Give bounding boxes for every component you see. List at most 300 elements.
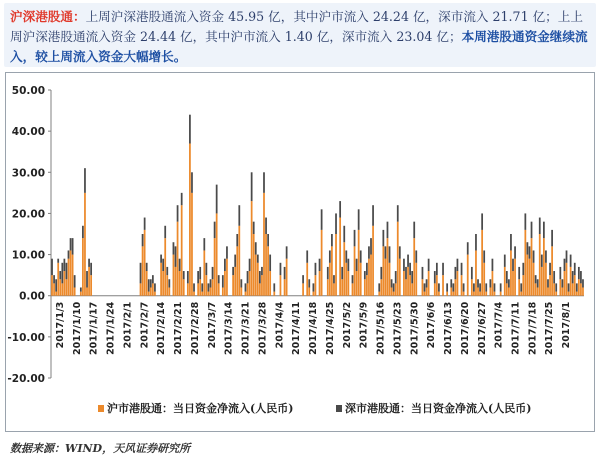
bar-sz xyxy=(84,168,86,193)
bar-sz xyxy=(177,205,179,221)
bar-sh xyxy=(510,250,512,295)
bar-sz xyxy=(61,263,63,284)
bar-sz xyxy=(142,234,144,246)
bar-sz xyxy=(529,246,531,258)
bar-sz xyxy=(382,230,384,246)
bar-sh xyxy=(70,250,72,295)
bar-sh xyxy=(66,279,68,295)
bar-sz xyxy=(269,255,271,271)
bar-sh xyxy=(82,238,84,296)
bar-sh xyxy=(72,255,74,296)
bar-sh xyxy=(273,292,275,296)
bar-sz xyxy=(403,259,405,271)
bar-sz xyxy=(395,271,397,283)
bar-sz xyxy=(162,259,164,271)
bar-sz xyxy=(347,259,349,271)
bar-sh xyxy=(549,275,551,296)
bar-sz xyxy=(140,263,142,284)
legend-swatch-sh xyxy=(98,405,104,412)
bar-sh xyxy=(450,287,452,295)
bar-sh xyxy=(533,263,535,296)
x-tick-label: 2017/6/20 xyxy=(459,301,471,355)
bar-sh xyxy=(234,267,236,296)
bar-sz xyxy=(247,271,249,283)
bar-sh xyxy=(500,292,502,296)
bar-sh xyxy=(545,263,547,296)
bar-sz xyxy=(224,259,226,271)
x-tick-label: 2017/3/7 xyxy=(206,301,218,349)
bar-sz xyxy=(191,172,193,193)
bar-sh xyxy=(446,292,448,296)
bar-sh xyxy=(531,238,533,296)
bar-sh xyxy=(214,238,216,296)
bar-sh xyxy=(74,287,76,295)
bar-sh xyxy=(572,283,574,295)
bar-sz xyxy=(533,250,535,262)
bar-sz xyxy=(308,279,310,287)
bar-sz xyxy=(409,263,411,275)
bar-sh xyxy=(574,275,576,296)
bar-sz xyxy=(166,267,168,275)
bar-sh xyxy=(148,292,150,296)
bar-sz xyxy=(331,234,333,246)
bar-sh xyxy=(489,287,491,295)
chart-frame xyxy=(5,72,595,432)
bar-sz xyxy=(352,275,354,283)
bar-sh xyxy=(391,287,393,295)
bar-sh xyxy=(407,267,409,296)
bar-sz xyxy=(543,222,545,238)
y-tick-label: 40.00 xyxy=(11,126,45,139)
bar-sz xyxy=(479,283,481,291)
bar-sh xyxy=(210,287,212,295)
bar-sz xyxy=(86,271,88,287)
bar-sh xyxy=(261,275,263,296)
bar-sh xyxy=(387,238,389,296)
bar-sz xyxy=(566,250,568,262)
bar-sz xyxy=(372,205,374,226)
bar-sh xyxy=(55,292,57,296)
bar-sz xyxy=(212,267,214,279)
bar-sz xyxy=(562,279,564,287)
bar-sh xyxy=(61,283,63,295)
bar-sh xyxy=(327,279,329,295)
x-tick-label: 2017/4/11 xyxy=(291,301,303,355)
bar-sh xyxy=(197,283,199,295)
bar-sz xyxy=(82,226,84,238)
bar-sh xyxy=(144,230,146,296)
bar-sz xyxy=(510,234,512,250)
bar-sh xyxy=(201,292,203,296)
bar-sz xyxy=(238,205,240,226)
bar-sz xyxy=(475,234,477,250)
bar-sh xyxy=(397,222,399,296)
bar-sh xyxy=(494,292,496,296)
bar-sh xyxy=(522,275,524,296)
bar-sh xyxy=(366,275,368,296)
bar-sh xyxy=(438,292,440,296)
bar-sz xyxy=(234,255,236,267)
bar-sz xyxy=(438,283,440,291)
bar-sz xyxy=(450,279,452,287)
bar-sh xyxy=(481,230,483,296)
summary-text xyxy=(4,3,596,67)
bar-sz xyxy=(90,263,92,275)
bar-sh xyxy=(364,279,366,295)
bar-sh xyxy=(90,275,92,296)
bar-sz xyxy=(74,275,76,287)
bar-sh xyxy=(463,292,465,296)
bar-sz xyxy=(508,279,510,287)
bar-sh xyxy=(395,283,397,295)
bar-sh xyxy=(164,238,166,296)
bar-sz xyxy=(551,230,553,246)
bar-sz xyxy=(428,259,430,271)
bar-sh xyxy=(399,259,401,296)
bar-sh xyxy=(232,275,234,296)
bar-sh xyxy=(140,283,142,295)
bar-sh xyxy=(68,259,70,296)
bar-sz xyxy=(203,238,205,250)
bar-sz xyxy=(150,279,152,287)
bar-sz xyxy=(572,271,574,283)
bar-sz xyxy=(329,250,331,262)
bar-sz xyxy=(389,246,391,262)
bar-sz xyxy=(481,213,483,229)
bar-sz xyxy=(555,283,557,291)
bar-sz xyxy=(524,213,526,229)
bar-sz xyxy=(201,283,203,291)
bar-sh xyxy=(479,292,481,296)
bar-sh xyxy=(142,246,144,295)
x-tick-label: 2017/5/16 xyxy=(375,301,387,355)
bar-sh xyxy=(382,246,384,295)
bar-sz xyxy=(181,193,183,205)
bar-sz xyxy=(66,263,68,279)
bar-sz xyxy=(286,246,288,258)
bar-sh xyxy=(551,246,553,295)
bar-sz xyxy=(72,238,74,254)
bar-sz xyxy=(442,263,444,275)
x-tick-label: 2017/1/17 xyxy=(88,301,100,355)
bar-sz xyxy=(208,283,210,291)
bar-sz xyxy=(564,259,566,271)
bar-sh xyxy=(218,283,220,295)
bar-sh xyxy=(518,279,520,295)
bar-sh xyxy=(562,287,564,295)
bar-sz xyxy=(434,271,436,283)
bar-sh xyxy=(245,292,247,296)
bar-sh xyxy=(529,259,531,296)
bar-sh xyxy=(461,275,463,296)
bar-sz xyxy=(436,263,438,275)
x-tick-label: 2017/2/14 xyxy=(156,301,168,355)
bar-sh xyxy=(189,143,191,295)
bar-sh xyxy=(356,271,358,296)
bar-sz xyxy=(582,279,584,287)
bar-sz xyxy=(249,259,251,271)
bar-sh xyxy=(570,267,572,296)
bar-sh xyxy=(413,238,415,296)
bar-sz xyxy=(549,263,551,275)
bar-sz xyxy=(578,267,580,279)
bar-sh xyxy=(436,275,438,296)
bar-sh xyxy=(265,234,267,296)
bar-sh xyxy=(146,271,148,296)
bar-sh xyxy=(393,292,395,296)
bar-sz xyxy=(541,255,543,267)
x-tick-label: 2017/6/27 xyxy=(476,301,488,355)
bar-sh xyxy=(80,292,82,296)
bar-sh xyxy=(84,193,86,296)
bar-sh xyxy=(385,259,387,296)
bar-sh xyxy=(405,279,407,295)
bar-sz xyxy=(354,230,356,246)
bar-sh xyxy=(411,283,413,295)
bar-sh xyxy=(426,287,428,295)
bar-sz xyxy=(553,271,555,283)
bar-sh xyxy=(255,255,257,296)
x-tick-label: 2017/7/11 xyxy=(510,301,522,355)
bar-sz xyxy=(187,271,189,283)
bar-sh xyxy=(576,292,578,296)
bar-sz xyxy=(255,242,257,254)
bar-sz xyxy=(327,267,329,279)
bar-sh xyxy=(247,283,249,295)
bar-sh xyxy=(331,246,333,295)
x-tick-label: 2017/2/7 xyxy=(139,301,151,349)
x-tick-label: 2017/4/25 xyxy=(324,301,336,355)
bar-sh xyxy=(179,271,181,296)
x-tick-label: 2017/6/6 xyxy=(426,301,438,349)
bar-sh xyxy=(333,283,335,295)
bar-sh xyxy=(547,287,549,295)
bar-sh xyxy=(409,275,411,296)
bar-sh xyxy=(86,287,88,295)
bar-sh xyxy=(370,255,372,296)
bar-sh xyxy=(259,283,261,295)
bar-sz xyxy=(57,259,59,263)
summary-lead: 沪深港股通： xyxy=(10,9,86,24)
bar-sz xyxy=(146,263,148,271)
bar-sz xyxy=(319,259,321,271)
bar-sh xyxy=(183,279,185,295)
bar-sh xyxy=(341,279,343,295)
bar-sz xyxy=(489,279,491,287)
bar-sh xyxy=(477,287,479,295)
bar-sz xyxy=(405,267,407,279)
bar-sz xyxy=(520,283,522,291)
bar-sz xyxy=(580,271,582,283)
bar-sz xyxy=(360,250,362,262)
bar-sz xyxy=(407,255,409,267)
bar-sh xyxy=(236,246,238,295)
bar-sz xyxy=(306,250,308,262)
bar-sh xyxy=(154,292,156,296)
bar-sz xyxy=(500,283,502,291)
bar-sh xyxy=(473,292,475,296)
bar-sz xyxy=(370,238,372,254)
bar-sz xyxy=(358,209,360,230)
bar-sz xyxy=(183,271,185,279)
x-tick-label: 2017/3/14 xyxy=(223,301,235,355)
bar-sz xyxy=(263,172,265,193)
bar-sh xyxy=(512,271,514,296)
bar-sz xyxy=(545,250,547,262)
bar-sh xyxy=(566,263,568,296)
bar-sh xyxy=(471,279,473,295)
summary-box xyxy=(4,3,596,67)
bar-sz xyxy=(51,259,53,275)
bar-sz xyxy=(457,259,459,271)
bar-sh xyxy=(345,263,347,296)
bar-sz xyxy=(218,275,220,283)
bar-sz xyxy=(512,259,514,271)
bar-sh xyxy=(541,267,543,296)
bar-sh xyxy=(504,267,506,296)
x-tick-label: 2017/8/1 xyxy=(561,301,573,349)
bar-sz xyxy=(380,267,382,279)
bar-sh xyxy=(483,263,485,296)
bar-sh xyxy=(267,246,269,295)
bar-sh xyxy=(166,275,168,296)
bar-sz xyxy=(422,267,424,279)
bar-sh xyxy=(168,287,170,295)
bar-sz xyxy=(492,259,494,271)
bar-sz xyxy=(504,255,506,267)
x-tick-label: 2017/4/18 xyxy=(308,301,320,355)
bar-sz xyxy=(535,275,537,283)
bar-sh xyxy=(422,279,424,295)
bar-sz xyxy=(343,226,345,242)
bar-sz xyxy=(399,246,401,258)
bar-sz xyxy=(452,283,454,291)
bar-sh xyxy=(347,271,349,296)
data-source: 数据来源：WIND，天风证券研究所 xyxy=(10,442,191,455)
bar-sh xyxy=(343,242,345,295)
bar-sh xyxy=(222,287,224,295)
bar-sz xyxy=(570,255,572,267)
bar-sh xyxy=(539,234,541,296)
bar-sz xyxy=(568,283,570,291)
bar-sz xyxy=(356,259,358,271)
bar-sh xyxy=(537,287,539,295)
stacked-bar-chart xyxy=(6,73,594,431)
bar-sz xyxy=(68,250,70,258)
bar-sh xyxy=(150,287,152,295)
bar-sh xyxy=(187,283,189,295)
bar-sz xyxy=(522,263,524,275)
x-tick-label: 2017/5/30 xyxy=(409,301,421,355)
bar-sz xyxy=(426,279,428,287)
bar-sz xyxy=(53,275,55,283)
y-tick-label: -20.00 xyxy=(7,373,45,385)
bar-sz xyxy=(341,267,343,279)
bar-sz xyxy=(144,218,146,230)
bar-sh xyxy=(457,271,459,296)
bar-sh xyxy=(193,292,195,296)
bar-sh xyxy=(467,255,469,296)
bar-sh xyxy=(428,271,430,296)
bar-sz xyxy=(179,259,181,271)
bar-sz xyxy=(467,242,469,254)
bar-sh xyxy=(321,230,323,296)
bar-sh xyxy=(514,259,516,296)
bar-sz xyxy=(393,283,395,291)
y-tick-label: 50.00 xyxy=(11,85,45,97)
bar-sh xyxy=(368,259,370,296)
bar-sh xyxy=(181,205,183,296)
legend-label-sh: 沪市港股通：当日资金净流入(人民币) xyxy=(107,402,294,415)
bar-sz xyxy=(148,279,150,291)
bar-sh xyxy=(535,283,537,295)
bar-sz xyxy=(527,242,529,254)
legend-label-sz: 深市港股通：当日资金净流入(人民币) xyxy=(345,402,532,415)
bar-sh xyxy=(475,250,477,295)
bar-sh xyxy=(175,267,177,296)
x-tick-label: 2017/1/10 xyxy=(71,301,83,355)
bar-sz xyxy=(280,263,282,275)
bar-sh xyxy=(177,222,179,296)
x-tick-label: 2017/1/24 xyxy=(105,301,117,355)
bar-sh xyxy=(543,238,545,296)
bar-sz xyxy=(199,267,201,279)
bar-sz xyxy=(574,263,576,275)
bar-sh xyxy=(162,271,164,296)
bar-sz xyxy=(70,238,72,250)
summary-conclusion: 本周港股通资金继续流入，较上周流入资金大幅增长。 xyxy=(10,29,588,64)
bar-sz xyxy=(494,283,496,291)
bar-sh xyxy=(352,283,354,295)
bar-sz xyxy=(205,263,207,275)
bar-sh xyxy=(520,292,522,296)
x-tick-label: 2017/6/13 xyxy=(443,301,455,355)
bar-sh xyxy=(313,292,315,296)
x-tick-label: 2017/5/23 xyxy=(392,301,404,355)
bar-sh xyxy=(506,283,508,295)
bar-sz xyxy=(483,250,485,262)
bar-sh xyxy=(527,255,529,296)
bar-sh xyxy=(263,193,265,296)
bar-sz xyxy=(424,283,426,291)
bar-sz xyxy=(385,246,387,258)
bar-sh xyxy=(485,292,487,296)
bar-sh xyxy=(339,218,341,296)
bar-sz xyxy=(236,234,238,246)
bar-sz xyxy=(284,267,286,279)
bar-sh xyxy=(199,279,201,295)
bar-sz xyxy=(397,205,399,221)
bar-sz xyxy=(164,226,166,238)
bar-sz xyxy=(531,222,533,238)
bar-sh xyxy=(152,283,154,295)
bar-sh xyxy=(284,279,286,295)
bar-sz xyxy=(63,259,65,271)
bar-sh xyxy=(553,283,555,295)
bar-sz xyxy=(265,218,267,234)
bar-sz xyxy=(154,283,156,291)
bar-sh xyxy=(251,201,253,296)
bar-sz xyxy=(193,283,195,291)
bar-sh xyxy=(403,271,405,296)
x-tick-label: 2017/3/28 xyxy=(257,301,269,355)
bar-sz xyxy=(55,279,57,291)
bar-sz xyxy=(471,267,473,279)
bar-sz xyxy=(339,201,341,217)
bar-sz xyxy=(364,271,366,279)
bar-sh xyxy=(329,263,331,296)
bar-sz xyxy=(226,246,228,258)
